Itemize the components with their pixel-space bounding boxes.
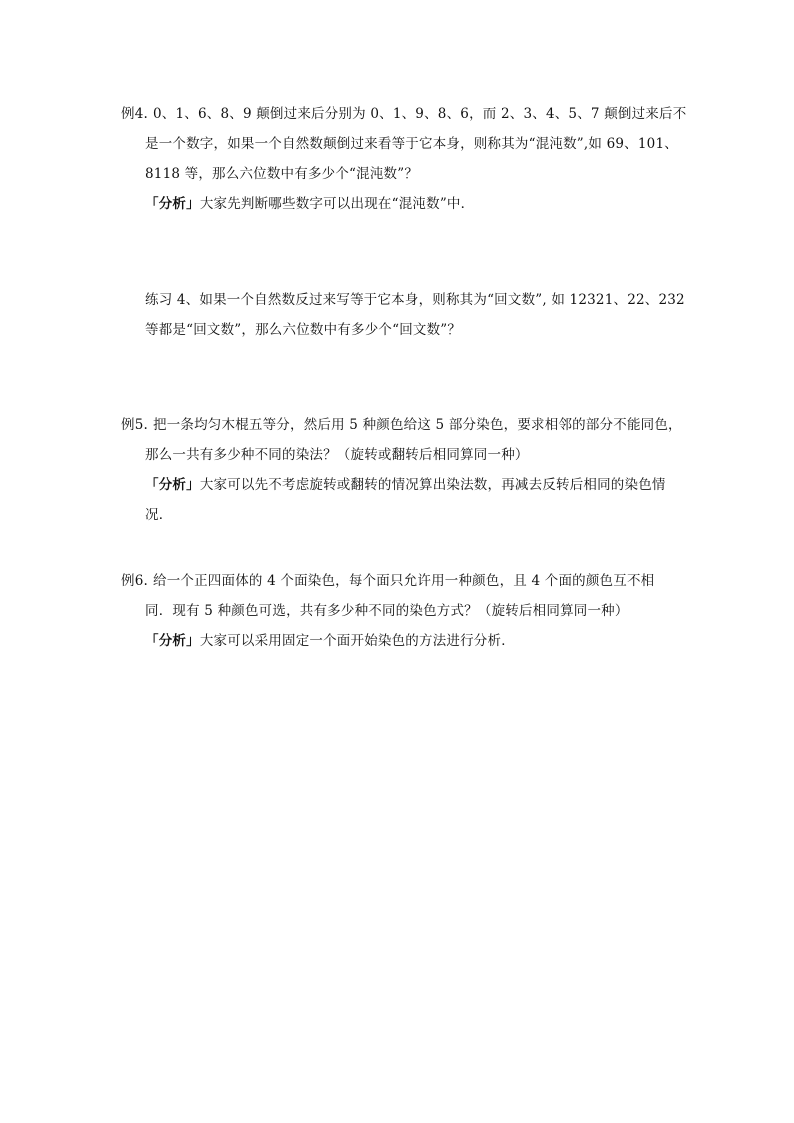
example-6-analysis — [121, 626, 681, 656]
example-6-line-1 — [121, 566, 681, 596]
example-6-line-2: 同．现有 5 种颜色可选，共有多少种不同的染色方式？（旋转后相同算同一种） — [145, 603, 629, 619]
analysis-text: 大家可以先不考虑旋转或翻转的情况算出染法数，再减去反转后相同的染色情 — [199, 477, 666, 493]
example-4-line-2: 是一个数字，如果一个自然数颠倒过来看等于它本身，则称其为“混沌数”,如 69、101、 — [145, 136, 678, 152]
analysis-tag: 「分析」 — [145, 633, 200, 649]
example-4-analysis — [121, 189, 681, 219]
analysis-text: 大家可以采用固定一个面开始染色的方法进行分析． — [199, 633, 515, 649]
example-4-text-1: 0、1、6、8、9 颠倒过来后分别为 0、1、9、8、6，而 2、3、4、5、7 颠倒过来后不 — [153, 106, 687, 122]
analysis-tag: 「分析」 — [145, 196, 200, 212]
example-6-text-1: 给一个正四面体的 4 个面染色，每个面只允许用一种颜色，且 4 个面的颜色互不相 — [153, 573, 655, 589]
example-5-line-2: 那么一共有多少种不同的染法？（旋转或翻转后相同算同一种） — [145, 447, 529, 463]
example-4-line-3: 8118 等，那么六位数中有多少个“混沌数”？ — [145, 166, 419, 182]
example-5-line-1 — [121, 410, 681, 440]
example-5 — [121, 410, 681, 530]
practice-4-line-2: 等都是“回文数”，那么六位数中有多少个“回文数”？ — [145, 322, 462, 338]
example-4-label: 例4. — [121, 106, 148, 122]
practice-4-line-1: 练习 4、如果一个自然数反过来写等于它本身，则称其为“回文数”, 如 12321、22、232 — [145, 292, 685, 308]
example-6 — [121, 566, 681, 656]
example-5-label: 例5. — [121, 417, 148, 433]
example-4-line-1 — [121, 99, 687, 129]
example-5-analysis — [121, 470, 681, 500]
analysis-tag: 「分析」 — [145, 477, 200, 493]
example-4 — [121, 99, 687, 219]
practice-4 — [121, 285, 685, 345]
analysis-text: 大家先判断哪些数字可以出现在“混沌数”中． — [199, 196, 475, 212]
example-6-label: 例6. — [121, 573, 148, 589]
example-5-analysis-cont: 况． — [145, 507, 173, 523]
example-5-text-1: 把一条均匀木棍五等分，然后用 5 种颜色给这 5 部分染色，要求相邻的部分不能同色， — [153, 417, 682, 433]
